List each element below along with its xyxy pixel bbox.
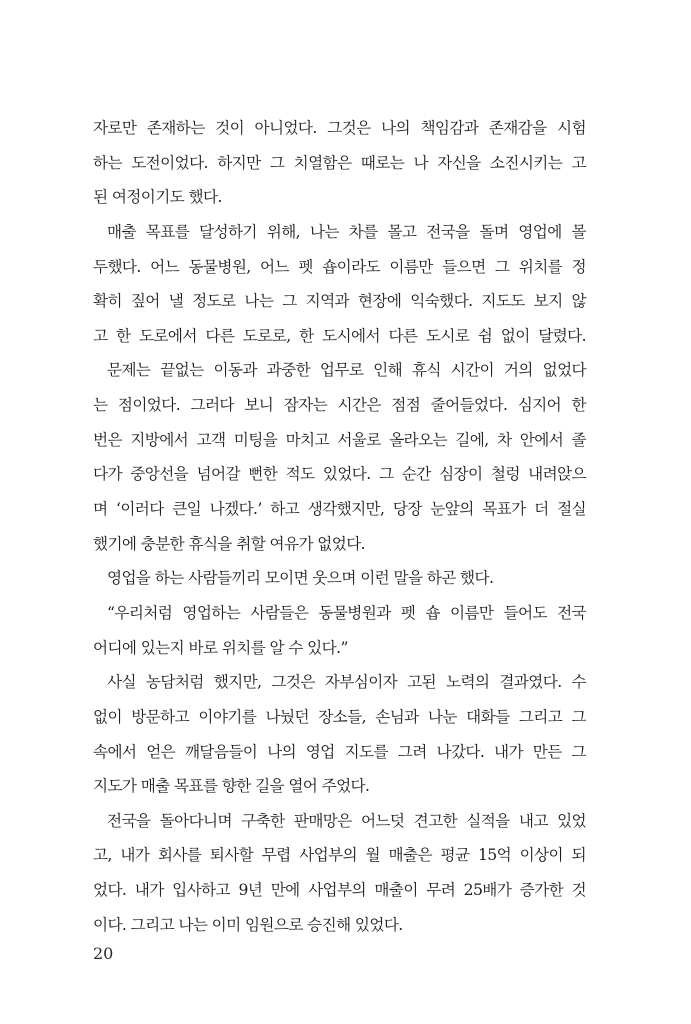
text-line: 사실 농담처럼 했지만, 그것은 자부심이자 고된 노력의 결과였다. 수 (107, 673, 586, 692)
text-line: 하는 도전이었다. 하지만 그 치열함은 때로는 나 자신을 소진시키는 고 (93, 153, 586, 172)
body-text (93, 111, 586, 942)
text-line: 자로만 존재하는 것이 아니었다. 그것은 나의 책임감과 존재감을 시험 (93, 119, 586, 137)
text-line: 번은 지방에서 고객 미팅을 마치고 서울로 올라오는 길에, 차 안에서 졸 (93, 430, 586, 449)
text-line: 영업을 하는 사람들끼리 모이면 웃으며 이런 말을 하곤 했다. (107, 569, 494, 588)
text-line: 어디에 있는지 바로 위치를 알 수 있다.” (93, 638, 348, 657)
text-line: 된 여정이기도 했다. (93, 188, 222, 207)
text-line: “우리처럼 영업하는 사람들은 동물병원과 펫 숍 이름만 들어도 전국 (107, 603, 586, 622)
text-line: 이다. 그리고 나는 이미 임원으로 승진해 있었다. (93, 915, 403, 934)
text-line: 전국을 돌아다니며 구축한 판매망은 어느덧 견고한 실적을 내고 있었 (107, 811, 586, 830)
text-line: 며 ‘이러다 큰일 나겠다.’ 하고 생각했지만, 당장 눈앞의 목표가 더 절실 (93, 500, 586, 519)
text-line: 다가 중앙선을 넘어갈 뻔한 적도 있었다. 그 순간 심장이 철렁 내려앉으 (93, 465, 586, 484)
text-line: 속에서 얻은 깨달음들이 나의 영업 지도를 그려 나갔다. 내가 만든 그 (93, 742, 586, 761)
text-line: 했기에 충분한 휴식을 취할 여유가 없었다. (93, 534, 366, 553)
text-line: 었다. 내가 입사하고 9년 만에 사업부의 매출이 무려 25배가 증가한 것 (93, 881, 586, 900)
text-line: 는 점이었다. 그러다 보니 잠자는 시간은 점점 줄어들었다. 심지어 한 (93, 396, 586, 415)
text-line: 없이 방문하고 이야기를 나눴던 장소들, 손님과 나눈 대화들 그리고 그 (93, 707, 586, 726)
text-line: 고, 내가 회사를 퇴사할 무렵 사업부의 월 매출은 평균 15억 이상이 되 (93, 846, 586, 865)
text-line: 문제는 끝없는 이동과 과중한 업무로 인해 휴식 시간이 거의 없었다 (107, 361, 586, 380)
page-number: 20 (93, 944, 114, 963)
text-line: 확히 짚어 낼 정도로 나는 그 지역과 현장에 익숙했다. 지도도 보지 않 (93, 292, 586, 311)
text-line: 지도가 매출 목표를 향한 길을 열어 주었다. (93, 777, 370, 796)
text-line: 두했다. 어느 동물병원, 어느 펫 숍이라도 이름만 들으면 그 위치를 정 (93, 257, 586, 276)
text-line: 매출 목표를 달성하기 위해, 나는 차를 몰고 전국을 돌며 영업에 몰 (107, 222, 586, 241)
text-line: 고 한 도로에서 다른 도로로, 한 도시에서 다른 도시로 쉼 없이 달렸다. (93, 326, 586, 345)
